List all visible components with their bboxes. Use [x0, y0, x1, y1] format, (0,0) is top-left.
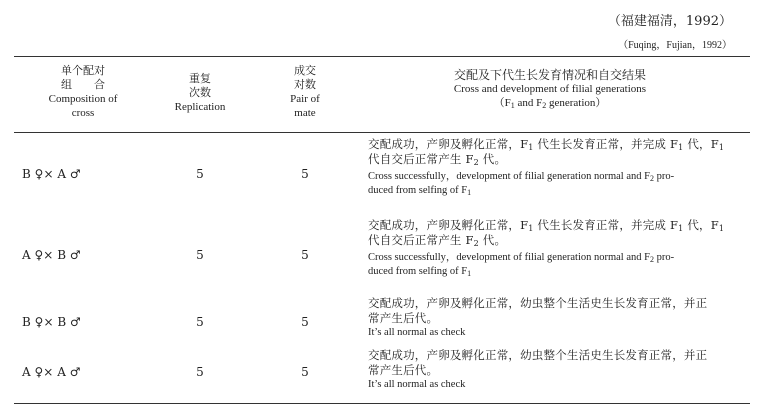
table-header-rule	[14, 132, 750, 133]
male-icon: ♂	[69, 248, 81, 262]
female-icon: ♀	[34, 248, 44, 262]
header-results-cn: 交配及下代生长发育情况和自交结果	[453, 68, 646, 82]
header-pairs-cn-2: 对数	[294, 78, 316, 91]
header-results-en-1: Cross and development of filial generations	[453, 83, 647, 95]
header-replication-en: Replication	[174, 101, 226, 113]
table-row-3-result: 交配成功，产卵及孵化正常，幼虫整个生活史生长发育正常，并正 常产生后代。 It’s all normal as check	[368, 296, 708, 338]
header-composition-cn-1: 单个配对	[61, 64, 105, 77]
header-pairs-en-2: mate	[294, 107, 316, 119]
female-icon: ♀	[34, 365, 44, 379]
female-icon: ♀	[34, 167, 44, 181]
male-icon: ♂	[70, 315, 81, 329]
male-icon: ♂	[69, 167, 81, 181]
table-row-4-result: 交配成功，产卵及孵化正常，幼虫整个生活史生长发育正常，并正 常产生后代。 It’s all normal as check	[368, 348, 708, 390]
table-row-3-replication: 5	[196, 315, 204, 329]
table-row-1-pairs: 5	[301, 167, 309, 181]
header-replication-cn-2: 次数	[189, 86, 211, 99]
table-row-4-pairs: 5	[301, 365, 309, 379]
header-pairs-cn-1: 成交	[294, 64, 316, 77]
header-composition-en-1: Composition of	[48, 93, 118, 105]
table-row-4-replication: 5	[196, 365, 204, 379]
table-row-3-pairs: 5	[301, 315, 309, 329]
header-replication	[160, 72, 240, 114]
table-row-3-cross: B ♀× B ♂	[22, 315, 81, 329]
header-results-en-2: （$F_1$ and $F_2$ generation）	[493, 97, 607, 110]
table-row-4-cross: A ♀× A ♂	[22, 365, 81, 379]
source-note-cn: （福建福清，1992）	[607, 14, 732, 29]
table-row-2-cross: A ♀× B ♂	[22, 248, 81, 262]
header-composition	[28, 64, 138, 120]
table-row-1-cross: B ♀× A ♂	[22, 167, 81, 181]
table-row-2-pairs: 5	[301, 248, 309, 262]
source-note-en: （Fuqing，Fujian，1992）	[618, 40, 732, 51]
female-icon: ♀	[34, 315, 44, 329]
header-pairs-en-1: Pair of	[290, 93, 320, 105]
table-row-1-replication: 5	[196, 167, 204, 181]
table-row-2-result: 交配成功，产卵及孵化正常，$F_1$ 代生长发育正常，并完成 $F_1$ 代，$F_1$ 代自交后正常产生 $F_2$ 代。 Cross successfully，development of filial generation normal and $F_2$ pro- duced from selfing of $F_1$	[368, 218, 725, 278]
male-icon: ♂	[69, 365, 81, 379]
header-results	[380, 68, 720, 110]
table-row-1-result: 交配成功，产卵及孵化正常，$F_1$ 代生长发育正常，并完成 $F_1$ 代，$F_1$ 代自交后正常产生 $F_2$ 代。 Cross successfully，development of filial generation normal and $F_2$ pro- duced from selfing of $F_1$	[368, 137, 725, 197]
table-top-rule	[14, 56, 750, 57]
header-composition-cn-2: 组 合	[61, 78, 105, 91]
header-composition-en-2: cross	[71, 107, 95, 119]
table-bottom-rule	[14, 403, 750, 404]
header-pairs	[270, 64, 340, 120]
table-row-2-replication: 5	[196, 248, 204, 262]
header-replication-cn-1: 重复	[189, 72, 211, 85]
